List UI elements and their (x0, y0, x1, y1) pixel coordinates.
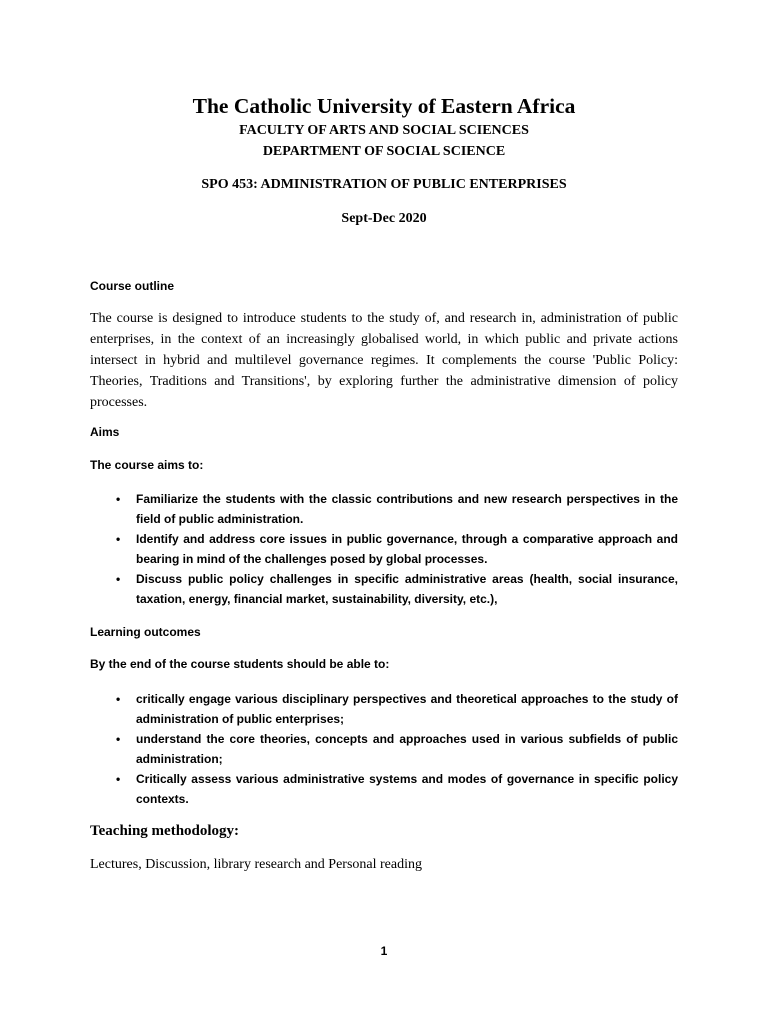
list-item-text: Critically assess various administrative systems and modes of governance in specific policy contexts. (136, 772, 678, 806)
bullet-icon: • (116, 692, 121, 706)
list-item-text: Identify and address core issues in public governance, through a comparative approach and bearing in mind of the challenges posed by global processes. (136, 532, 678, 566)
learning-outcomes-list (90, 689, 678, 809)
list-item-text: Familiarize the students with the classic contributions and new research perspectives in the field of public administration. (136, 492, 678, 526)
department-title: DEPARTMENT OF SOCIAL SCIENCE (262, 144, 506, 159)
faculty-title: FACULTY OF ARTS AND SOCIAL SCIENCES (239, 123, 529, 138)
course-term: Sept-Dec 2020 (341, 211, 427, 226)
teaching-methodology-heading: Teaching methodology: (90, 823, 240, 839)
bullet-icon: • (116, 532, 121, 546)
course-outline-heading: Course outline (90, 279, 175, 293)
teaching-methodology-text: Lectures, Discussion, library research and Personal reading (90, 857, 422, 872)
list-item (90, 489, 678, 529)
list-item-text: critically engage various disciplinary perspectives and theoretical approaches to the study of administration of public enterprises; (136, 692, 678, 726)
aims-list (90, 489, 678, 609)
university-title: The Catholic University of Eastern Africa (192, 94, 576, 118)
aims-heading: Aims (90, 425, 120, 439)
learning-outcomes-intro: By the end of the course students should be able to: (90, 657, 390, 671)
list-item-text: Discuss public policy challenges in specific administrative areas (health, social insurance, taxation, energy, financial market, sustainability, diversity, etc.), (136, 572, 678, 606)
bullet-icon: • (116, 572, 121, 586)
bullet-icon: • (116, 732, 121, 746)
course-outline-text: The course is designed to introduce students to the study of, and research in, administration of public enterprises, in the context of an increasingly globalised world, in which public and private actions intersect in hybrid and multilevel governance regimes. It complements the course 'Public Policy: Theories, Traditions and Transitions', by exploring further the administrative dimension of policy processes. (90, 311, 678, 410)
course-title: SPO 453: ADMINISTRATION OF PUBLIC ENTERPRISES (201, 177, 567, 192)
page-number: 1 (380, 944, 388, 958)
aims-intro: The course aims to: (90, 458, 204, 472)
bullet-icon: • (116, 772, 121, 786)
list-item (90, 729, 678, 769)
list-item (90, 689, 678, 729)
bullet-icon: • (116, 492, 121, 506)
list-item (90, 529, 678, 569)
learning-outcomes-heading: Learning outcomes (90, 625, 201, 639)
list-item (90, 769, 678, 809)
list-item (90, 569, 678, 609)
list-item-text: understand the core theories, concepts and approaches used in various subfields of public administration; (136, 732, 678, 766)
